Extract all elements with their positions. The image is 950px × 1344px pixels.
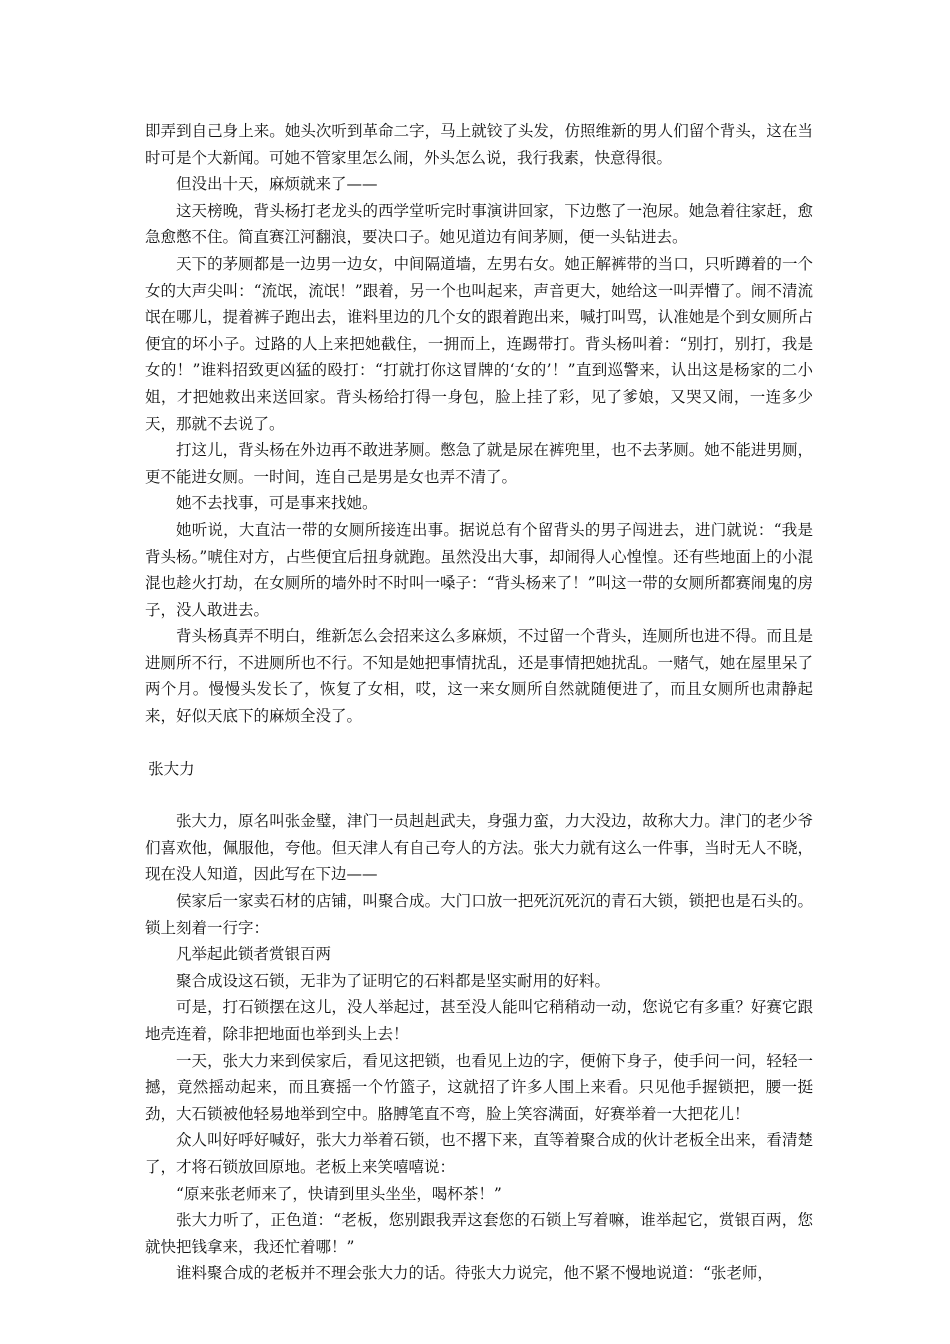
section-spacer bbox=[145, 730, 813, 756]
paragraph: 侯家后一家卖石材的店铺，叫聚合成。大门口放一把死沉死沉的青石大锁，锁把也是石头的。锁上刻着一行字： bbox=[145, 892, 813, 937]
section-spacer bbox=[145, 782, 813, 808]
section-title: 张大力 bbox=[148, 759, 195, 778]
document-page bbox=[145, 118, 813, 1287]
dialogue-line: “原来张老师来了，快请到里头坐坐，喝杯茶！” bbox=[176, 1184, 502, 1203]
paragraph: 张大力，原名叫张金璧，津门一员赳赳武夫，身强力蛮，力大没边，故称大力。津门的老少爷们喜欢他，佩服他，夸他。但天津人有自己夸人的方法。张大力就有这么一件事，当时无人不晓，现在没人知道，因此写在下边—— bbox=[145, 812, 813, 884]
paragraph: 背头杨真弄不明白，维新怎么会招来这么多麻烦，不过留一个背头，连厕所也进不得。而且是进厕所不行，不进厕所也不行。不知是她把事情扰乱，还是事情把她扰乱。一赌气，她在屋里呆了两个月。慢慢头发长了，恢复了女相，哎，这一来女厕所自然就随便进了，而且女厕所也肃静起来，好似天底下的麻烦全没了。 bbox=[145, 627, 813, 726]
paragraph: 打这儿，背头杨在外边再不敢进茅厕。憋急了就是尿在裤兜里，也不去茅厕。她不能进男厕，更不能进女厕。一时间，连自己是男是女也弄不清了。 bbox=[145, 441, 813, 486]
paragraph: 她不去找事，可是事来找她。 bbox=[176, 494, 378, 513]
paragraph: 她听说，大直沽一带的女厕所接连出事。据说总有个留背头的男子闯进去，进门就说：“我是背头杨。”唬住对方，占些便宜后扭身就跑。虽然没出大事，却闹得人心惶惶。还有些地面上的小混混也趁火打劫，在女厕所的墙外时不时叫一嗓子：“背头杨来了！”叫这一带的女厕所都赛闹鬼的房子，没人敢进去。 bbox=[145, 520, 813, 619]
paragraph: 众人叫好呼好喊好，张大力举着石锁，也不撂下来，直等着聚合成的伙计老板全出来，看清楚了，才将石锁放回原地。老板上来笑嘻嘻说： bbox=[145, 1131, 813, 1176]
paragraph: 但没出十天，麻烦就来了—— bbox=[176, 175, 378, 194]
inscription-line: 凡举起此锁者赏银百两 bbox=[176, 945, 332, 964]
paragraph: 即弄到自己身上来。她头次听到革命二字，马上就铰了头发，仿照维新的男人们留个背头，这在当时可是个大新闻。可她不管家里怎么闹，外头怎么说，我行我素，快意得很。 bbox=[145, 122, 813, 167]
paragraph: 这天榜晚，背头杨打老龙头的西学堂听完时事演讲回家，下边憋了一泡尿。她急着往家赶，愈急愈憋不住。简直赛江河翻浪，要决口子。她见道边有间茅厕，便一头钻进去。 bbox=[145, 201, 813, 247]
paragraph: 聚合成设这石锁，无非为了证明它的石料都是坚实耐用的好料。 bbox=[176, 971, 611, 990]
paragraph: 一天，张大力来到侯家后，看见这把锁，也看见上边的字，便俯下身子，使手问一问，轻轻一撼，竟然摇动起来，而且赛摇一个竹篮子，这就招了许多人围上来看。只见他手握锁把，腰一挺劲，大石锁被他轻易地举到空中。胳膊笔直不弯，脸上笑容满面，好赛举着一大把花儿！ bbox=[145, 1051, 813, 1123]
paragraph: 张大力听了，正色道：“老板，您别跟我弄这套您的石锁上写着嘛，谁举起它，赏银百两，您就快把钱拿来，我还忙着哪！” bbox=[145, 1211, 813, 1256]
paragraph: 可是，打石锁摆在这儿，没人举起过，甚至没人能叫它稍稍动一动，您说它有多重？好赛它跟地壳连着，除非把地面也举到头上去！ bbox=[145, 998, 813, 1043]
paragraph: 天下的茅厕都是一边男一边女，中间隔道墙，左男右女。她正解裤带的当口，只听蹲着的一个女的大声尖叫：“流氓，流氓！”跟着，另一个也叫起来，声音更大，她给这一叫弄懵了。闹不清流氓在哪儿，提着裤子跑出去，谁料里边的几个女的跟着跑出来，喊打叫骂，认准她是个到女厕所占便宜的坏小子。过路的人上来把她截住，一拥而上，连踢带打。背头杨叫着：“别打，别打，我是女的！”谁料招致更凶猛的殴打：“打就打你这冒牌的‘女的’！”直到巡警来，认出这是杨家的二小姐，才把她救出来送回家。背头杨给打得一身包，脸上挂了彩，见了爹娘，又哭又闹，一连多少天，那就不去说了。 bbox=[145, 254, 813, 433]
paragraph: 谁料聚合成的老板并不理会张大力的话。待张大力说完，他不紧不慢地说道：“张老师， bbox=[176, 1264, 773, 1283]
